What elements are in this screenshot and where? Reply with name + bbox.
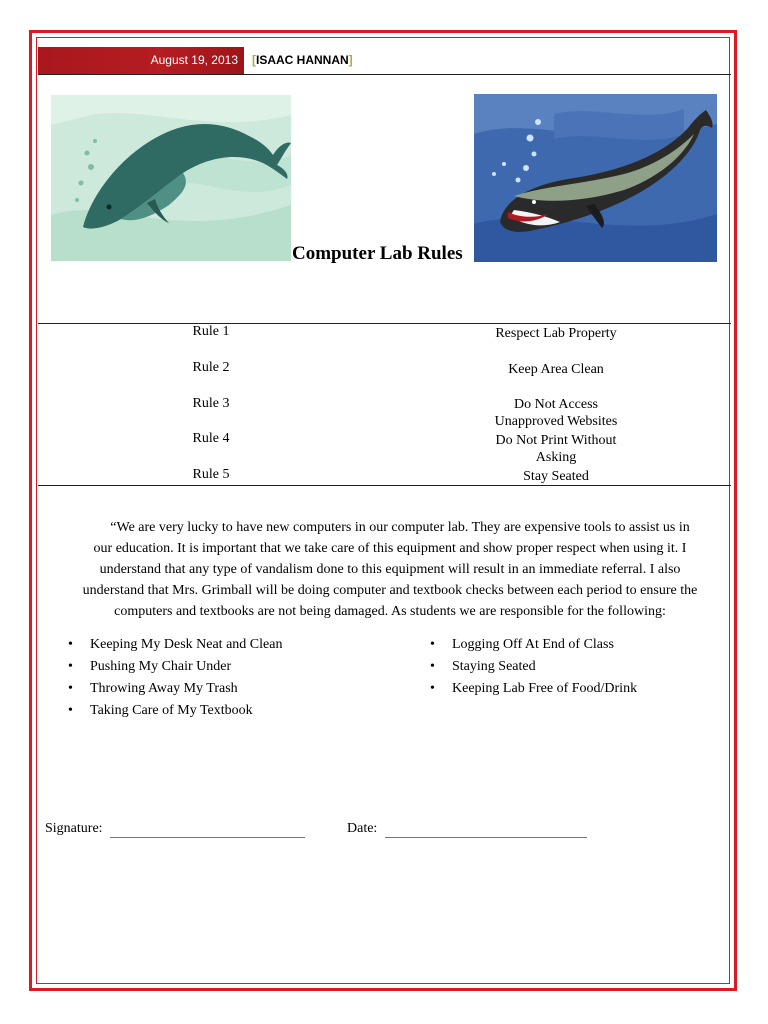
list-item: • Keeping My Desk Neat and Clean [66,634,282,656]
list-item: • Pushing My Chair Under [66,656,282,678]
whale-clipart-left [51,95,291,261]
rule-text [383,325,729,342]
intro-paragraph [50,517,730,622]
rule-text [383,361,729,378]
header-rule [38,74,731,75]
whale-clipart-right [474,94,717,262]
intro-line: our education. It is important that we take care of this equipment and show proper respect when using it. I [93,541,687,556]
list-item: • Logging Off At End of Class [428,634,637,656]
author-name: ISAAC HANNAN [256,53,349,67]
rule-text-line: Do Not Print Without [495,433,617,448]
rule-text-line: Keep Area Clean [508,362,604,377]
intro-line: computers and textbooks are not being damaged. As students we are responsible for the following: [114,604,666,619]
rule-label: Rule 1 [192,324,230,339]
rule-label: Rule 2 [192,360,230,375]
signature-label: Signature: [45,821,103,836]
rule-text-line: Asking [535,450,577,465]
responsibility-list-right [428,634,637,700]
rule-text [383,432,729,466]
signature-field[interactable] [110,837,305,838]
intro-line: understand that any type of vandalism done to this equipment will result in an immediate referral. I also [99,562,681,577]
rule-text-line: Stay Seated [523,469,589,484]
responsibility-list-left [66,634,282,722]
rule-text-line: Unapproved Websites [494,414,618,429]
rule-label: Rule 3 [192,396,230,411]
list-item: • Keeping Lab Free of Food/Drink [428,678,637,700]
header-author: [ISAAC HANNAN] [252,53,353,67]
date-field[interactable] [385,837,587,838]
rule-text-line: Do Not Access [514,397,598,412]
list-item: • Taking Care of My Textbook [66,700,282,722]
list-item: • Throwing Away My Trash [66,678,282,700]
intro-line: “We are very lucky to have new computers in our computer lab. They are expensive tools to assist us in [110,520,690,535]
rule-label: Rule 4 [192,431,230,446]
date-label: Date: [347,821,378,836]
rule-text-line: Respect Lab Property [495,326,617,341]
intro-line: understand that Mrs. Grimball will be doing computer and textbook checks between each period to ensure the [82,583,698,598]
rule-text [383,468,729,485]
list-item: • Staying Seated [428,656,637,678]
rule-label: Rule 5 [192,467,230,482]
header-date: August 19, 2013 [38,47,244,74]
rules-bottom-rule [38,485,731,486]
rule-text [383,396,729,430]
page-title: Computer Lab Rules [292,243,463,264]
